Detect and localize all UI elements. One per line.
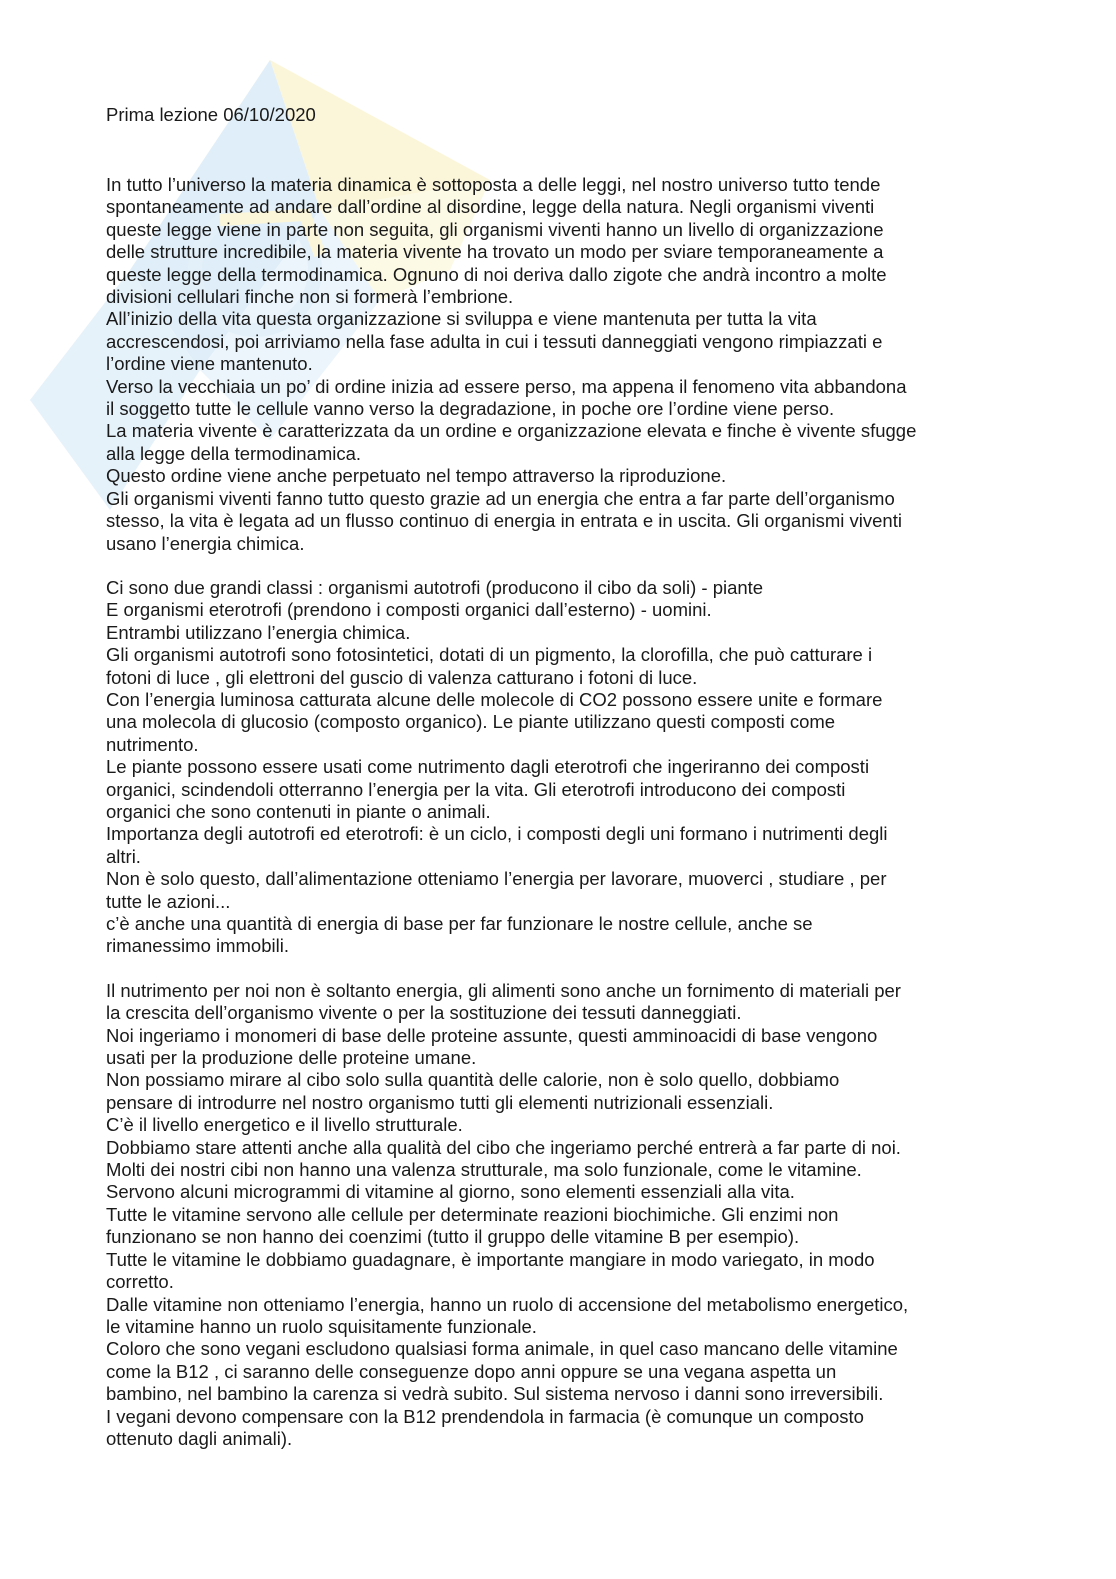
section-spacer: [106, 958, 1006, 980]
paragraph: Verso la vecchiaia un po’ di ordine inizia ad essere perso, ma appena il fenomeno vita abbandona il soggetto tutte le cellule vanno verso la degradazione, in poche ore l’ordine viene perso.: [106, 375, 907, 420]
paragraph: Ci sono due grandi classi : organismi autotrofi (producono il cibo da soli) - piante: [106, 576, 764, 598]
paragraph: All’inizio della vita questa organizzazione si sviluppa e viene mantenuta per tutta la vita accrescendosi, poi arriviamo nella fase adulta in cui i tessuti danneggiati vengono rimpiazzati e l’ordine viene mantenuto.: [106, 308, 883, 375]
section-3: [106, 980, 1006, 1451]
paragraph: C’è il livello energetico e il livello strutturale.: [106, 1114, 463, 1136]
paragraph: I vegani devono compensare con la B12 prendendola in farmacia (è comunque un composto ottenuto dagli animali).: [106, 1405, 864, 1449]
paragraph: Le piante possono essere usati come nutrimento dagli eterotrofi che ingeriranno dei composti organici, scindendoli otterranno l’energia per la vita. Gli eterotrofi introducono dei composti organici che sono contenuti in piante o animali.: [106, 756, 870, 822]
paragraph: Coloro che sono vegani escludono qualsiasi forma animale, in quel caso mancano delle vitamine come la B12 , ci saranno delle conseguenze dopo anni oppure se una vegana aspetta un bambino, nel bambino la carenza si vedrà subito. Sul sistema nervoso i danni sono irreversibili.: [106, 1338, 898, 1405]
paragraph: In tutto l’universo la materia dinamica è sottoposta a delle leggi, nel nostro universo tutto tende spontaneamente ad andare dall’ordine al disordine, legge della natura. Negli organismi viventi queste legge viene in parte non seguita, gli organismi viventi hanno un livello di organizzazione delle strutture incredibile, la materia vivente ha trovato un modo per sviare temporaneamente a queste legge della termodinamica. Ognuno di noi deriva dallo zigote che andrà incontro a molte divisioni cellulari finche non si formerà l’embrione.: [106, 174, 887, 308]
section-1: [106, 174, 1006, 555]
paragraph: Questo ordine viene anche perpetuato nel tempo attraverso la riproduzione.: [106, 465, 727, 487]
paragraph: Il nutrimento per noi non è soltanto energia, gli alimenti sono anche un fornimento di materiali per la crescita dell’organismo vivente o per la sostituzione dei tessuti danneggiati.: [106, 979, 901, 1024]
document-page: [106, 102, 1006, 1450]
section-2: [106, 577, 1006, 958]
paragraph: Tutte le vitamine servono alle cellule per determinate reazioni biochimiche. Gli enzimi non funzionano se non hanno dei coenzimi (tutto il gruppo delle vitamine B per esempio).: [106, 1203, 839, 1248]
paragraph: Dalle vitamine non otteniamo l’energia, hanno un ruolo di accensione del metabolismo energetico, le vitamine hanno un ruolo squisitamente funzionale.: [106, 1293, 909, 1337]
paragraph: Servono alcuni microgrammi di vitamine al giorno, sono elementi essenziali alla vita.: [106, 1181, 795, 1203]
paragraph: E organismi eterotrofi (prendono i composti organici dall’esterno) - uomini.: [106, 599, 712, 621]
paragraph: Entrambi utilizzano l’energia chimica.: [106, 621, 411, 643]
paragraph: Non possiamo mirare al cibo solo sulla quantità delle calorie, non è solo quello, dobbiamo pensare di introdurre nel nostro organismo tutti gli elementi nutrizionali essenziali.: [106, 1069, 840, 1113]
paragraph: La materia vivente è caratterizzata da un ordine e organizzazione elevata e finche è vivente sfugge alla legge della termodinamica.: [106, 420, 917, 464]
paragraph: Gli organismi viventi fanno tutto questo grazie ad un energia che entra a far parte dell’organismo stesso, la vita è legata ad un flusso continuo di energia in entrata e in uscita. Gli organismi viventi usano l’energia chimica.: [106, 487, 902, 554]
section-spacer: [106, 555, 1006, 577]
lesson-title: Prima lezione 06/10/2020: [106, 104, 316, 125]
paragraph: Con l’energia luminosa catturata alcune delle molecole di CO2 possono essere unite e formare una molecola di glucosio (composto organico). Le piante utilizzano questi composti come nutrimento.: [106, 688, 883, 755]
paragraph: Molti dei nostri cibi non hanno una valenza strutturale, ma solo funzionale, come le vitamine.: [106, 1159, 862, 1181]
paragraph: Noi ingeriamo i monomeri di base delle proteine assunte, questi amminoacidi di base vengono usati per la produzione delle proteine umane.: [106, 1024, 878, 1069]
paragraph: Dobbiamo stare attenti anche alla qualità del cibo che ingeriamo perché entrerà a far parte di noi.: [106, 1136, 901, 1158]
paragraph: Tutte le vitamine le dobbiamo guadagnare, è importante mangiare in modo variegato, in modo corretto.: [106, 1248, 875, 1293]
paragraph: Non è solo questo, dall’alimentazione otteniamo l’energia per lavorare, muoverci , studiare , per tutte le azioni...: [106, 868, 887, 912]
paragraph: c’è anche una quantità di energia di base per far funzionare le nostre cellule, anche se rimanessimo immobili.: [106, 913, 813, 957]
paragraph: Importanza degli autotrofi ed eterotrofi: è un ciclo, i composti degli uni formano i nutrimenti degli altri.: [106, 823, 888, 867]
paragraph: Gli organismi autotrofi sono fotosintetici, dotati di un pigmento, la clorofilla, che può catturare i fotoni di luce , gli elettroni del guscio di valenza catturano i fotoni di luce.: [106, 644, 873, 688]
